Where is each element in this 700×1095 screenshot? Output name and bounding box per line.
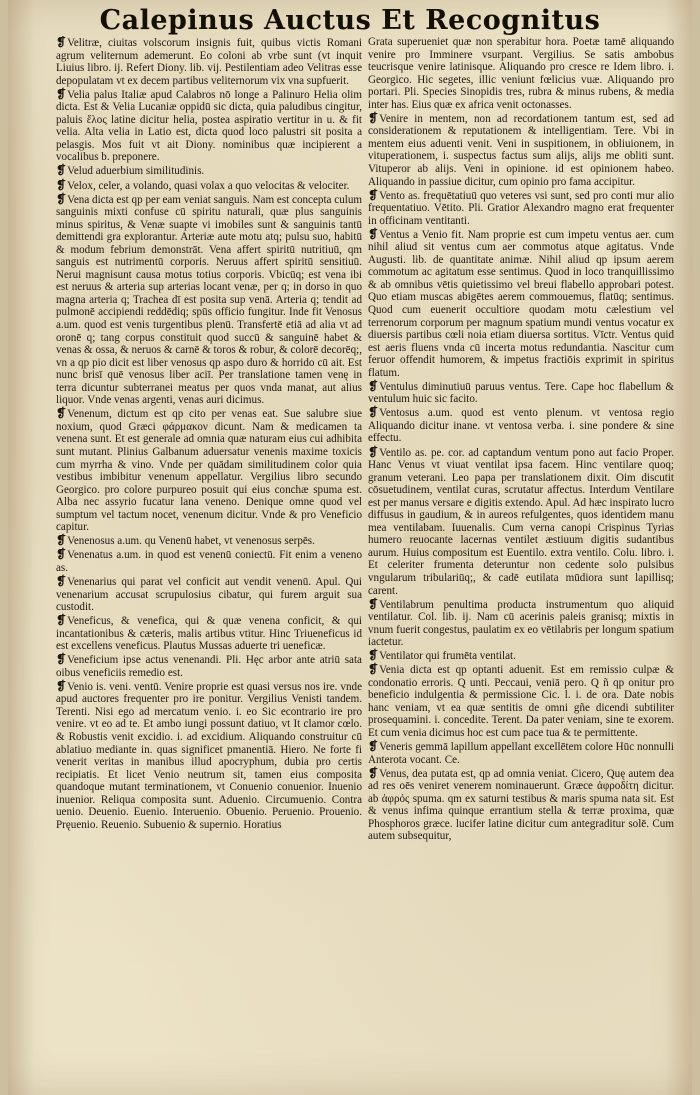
- dictionary-entry: [368, 189, 674, 228]
- dictionary-entry: [56, 193, 362, 407]
- pilcrow-mark: ❡: [56, 406, 67, 421]
- entry-text: Ventulus diminutiuū paruus ventus. Tere. Cape hoc flabellum & ventulum huic sic facito.: [368, 380, 674, 406]
- pilcrow-mark: ❡: [368, 405, 379, 420]
- dictionary-entry: [368, 663, 674, 739]
- pilcrow-mark: ❡: [56, 547, 67, 562]
- dictionary-entry: [368, 36, 674, 111]
- entry-text: Ventilabrum penultima producta instrumentum quo aliquid ventilatur. Col. lib. ij. Nam cū acerinis paleis granisq; mixtis in vnum fuerit congestus, paulatim ex eo vētilabris per longum spatium iactetur.: [368, 598, 674, 649]
- entry-text: Veneficium ipse actus venenandi. Pli. Hęc arbor ante atriū sata oibus veneficiis remedio est.: [56, 654, 362, 679]
- dictionary-entry: [56, 164, 362, 178]
- pilcrow-mark: ❡: [56, 177, 67, 192]
- entry-text: Vena dicta est qp per eam veniat sanguis. Nam est concepta culum sanguinis mixti confuse cū spiritu naturali, quæ plus sanguinis minus spiritus, & Venæ suapte vi imobiles sunt & sanguinis tantū demittendi gra explorantur. Arteriæ aute motu atq; pulsu suo, habitū & modum febrium demonstrāt. Vena affert spiritū nutritiuū, qm sanguis est nutrimentū corporis. Neruus affert spiritū sensitiuū. Nerui magnisunt causa motus totius corporis. Vbicūq; est vena ibi est neruus & arteria sup arterias locant venæ, per q; in dorso in quo magna arteria q; Trachea dī est posita sup venā. Arteria q; tendit ad pulmonē accipiendi reddēdiq; spūs officio fungitur. Inde fit Venosus a.um. quod est venis turgentibus plenū. Transfertē etiā ad alia vt ad oronē q; tang corpus constituit quod succū & sanguinē habet & venas & ossa, & neruos & carnē & toros & robur, & colorē decorēq;, vn a qp pio dicit est liber venosus qp aspo duro & horrido cū ait. Est nunc brisī quē venosus liber aciī. Per translatione tamen venę in terra dicuntur subterranei meatus per quos vnda manat, aut alius liquor. Vnde venas argenti, venas auri dicimus.: [56, 193, 362, 407]
- dictionary-entry: [56, 575, 362, 614]
- entry-text: Velitræ, ciuitas volscorum insignis fuit, quibus victis Romani agrum veliternum ademerunt. Eo coloni ab vrbe sunt (vt inquit Liuius libro. ij. Refert Diony. lib. vij. Pestilentiam adeo Velitras esse depopulatam vt ex decem partibus veliternorum vix vna supfuerit.: [56, 37, 362, 87]
- dictionary-entry: [56, 407, 362, 533]
- left-column: [56, 36, 362, 1086]
- pilcrow-mark: ❡: [368, 378, 379, 393]
- entry-text: Velia palus Italiæ apud Calabros nō longe a Palinuro Helia olim dicta. Est & Velia Lucaniæ oppidū sic dicta, quia paludibus cingitur, paluis ἕλος latine dicitur helia, postea aspiratio vertitur in u. & fit velia. Alta velia in Latio est, dicta quod loco palustri sit posita a pelasgis. Mos fuit vt ait Diony. nominibus quæ incipierent a vocalibus b. preponere.: [56, 88, 362, 164]
- entry-text: Veneficus, & venefica, qui & quæ venena conficit, & qui incantationibus & cæteris, malis artibus vtitur. Hinc Triueneficus id est excellens veneficus. Plautus Mussas aduerte tri ueneficæ.: [56, 615, 362, 653]
- entry-text: Venio is. veni. ventū. Venire proprie est quasi versus nos ire. vnde apud auctores frequenter pro ire ponitur. Vergilius Venisti tandem. Terenti. Nisi ego ad mercatum venio. i. eo Sic econtrario ire pro venire. vt eo ad te. Et ambo iungi possunt datiuo, vt It clamor cœlo. & Robustis venit excidio. i. ad excidium. Aliquando construitur cū ablatiuo mediante in. quas significet pmanentiā. Hiero. Ne forte fi venerit veritas in manibus illud apocryphum, dubia pro certis recipiatis. Et licet Venio neutrum sit, tamen eius composita quandoque mutant terminationem, vt Conuenio conuenior. Inuenio inuenior. Reliqua composita sunt. Aduenio. Circumuenio. Contra uenio. Deuenio. Euenio. Interuenio. Obuenio. Peruenio. Prouenio. Pręuenio. Reuenio. Subuenio & supernio. Horatius: [56, 680, 362, 831]
- pilcrow-mark: ❡: [56, 678, 67, 693]
- dictionary-entry: [56, 88, 362, 164]
- pilcrow-mark: ❡: [56, 573, 67, 588]
- dictionary-entry: [368, 380, 674, 406]
- pilcrow-mark: ❡: [368, 187, 379, 202]
- entry-text: Velox, celer, a volando, quasi volax a quo velocitas & velociter.: [67, 179, 350, 192]
- pilcrow-mark: ❡: [56, 652, 67, 667]
- entry-text: Veneris gemmā lapillum appellant excellētem colore Hūc nonnulli Anterota vocant. Ce.: [368, 741, 674, 766]
- pilcrow-mark: ❡: [56, 36, 67, 49]
- dictionary-entry: [368, 598, 674, 649]
- entry-text: Ventilator qui frumēta ventilat.: [379, 650, 516, 663]
- entry-text: Venenarius qui parat vel conficit aut vendit venenū. Apul. Qui venenarium accusat scrupulosius cibatur, qui furem arguit sua custodit.: [56, 575, 362, 614]
- book-page: [8, 0, 692, 1095]
- dictionary-entry: [56, 653, 362, 679]
- dictionary-entry: [56, 534, 362, 548]
- pilcrow-mark: ❡: [56, 86, 67, 101]
- pilcrow-mark: ❡: [56, 533, 67, 548]
- entry-text: Ventus a Venio fit. Nam proprie est cum impetu ventus aer. cum nihil aliud sit ventus cum aer commotus atque agitatus. Vnde Augusti. lib. de quantitate animæ. Nihil aliud qp ipsum aerem commotum ac agitatum esse sentimus. Quod in loco tranquillissimo & ab omnibus vētis quietissimo vel breui flabello approbari potest. Quo etiam muscas abigētes aerem commouemus, flatūq; sentimus. Quod cum euenerit occultiore quodam motu cælestium vel terrenorum corporum per magnum spatium mundi ventus vocatur ex diuersis partibus cœli noia etiam diuersa sortitus. Vīctr. Ventus quid est aeris fluens vnda cū incerta motus redundantia. Nascitur cum feruor offendit humorem, & impetus fractiōis exprimit in spiritus flatum.: [368, 228, 674, 379]
- dictionary-entry: [56, 548, 362, 574]
- entry-text: Venenatus a.um. in quod est venenū coniectū. Fit enim a veneno as.: [56, 549, 362, 574]
- entry-text: Velud aduerbium similitudinis.: [67, 165, 205, 178]
- entry-text: Venenum, dictum est qp cito per venas eat. Sue salubre siue noxium, quod Græci φάρμακον dicunt. Nam & medicamen ta venena sunt. Et est generale ad omnia quæ naturam eius cui adhibita sunt mutant. Plinius Galbanum aduersatur venenis maxime toxicis cum myrrha & vino. Vnde per quādam similitudinem color quia vestibus imbibitur venenum appellatur. Vergilius libro secundo Georgico. pro colore purpureo posuit qui eius conchæ spuma est. Alba nec assyrio fucatur lana veneno. Denique omne quod vel sumptum vel tactum nocet, venenum dicitur. Vnde & pro Veneficio capitur.: [56, 408, 362, 534]
- right-column: [368, 36, 674, 1086]
- pilcrow-mark: ❡: [56, 163, 67, 178]
- pilcrow-mark: ❡: [368, 226, 379, 241]
- dictionary-entry: [368, 406, 674, 445]
- dictionary-entry: [56, 614, 362, 653]
- dictionary-entry: [368, 740, 674, 766]
- dictionary-entry: [56, 680, 362, 832]
- entry-text: Venenosus a.um. qu Venenū habet, vt venenosus serpēs.: [67, 535, 315, 548]
- pilcrow-mark: ❡: [368, 596, 379, 611]
- dictionary-entry: [368, 446, 674, 598]
- pilcrow-mark: ❡: [368, 444, 379, 459]
- dictionary-entry: [368, 112, 674, 188]
- dictionary-entry: [368, 228, 674, 380]
- pilcrow-mark: ❡: [56, 191, 67, 206]
- entry-text: Vento as. frequētatiuū quo veteres vsi sunt, sed pro conti mur alio frequentatiuo. Vētito. Pli. Gratior Alexandro magno erat frequenter in officinam ventitanti.: [368, 189, 674, 227]
- entry-text: Ventosus a.um. quod est vento plenum. vt ventosa regio Aliquando dicitur inane. vt ventosa verba. i. sine pondere & sine effectu.: [368, 407, 674, 445]
- entry-text: Grata superueniet quæ non sperabitur hora. Poetæ tamē aliquando venire pro Imminere vsurpant. Vergilius. Se satis ambobus teucrisque venire latinisque. Aliquando pro cresce re Idem libro. i. Georgico. Hic segetes, illic veniunt fœlicius vuæ. Aliquando pro portari. Pli. Species Sinopidis tres, rubra & minus rubens, & media inter has. Eius quæ ex africa venit octonasses.: [368, 36, 674, 111]
- pilcrow-mark: ❡: [368, 110, 379, 125]
- dictionary-entry: [56, 36, 362, 87]
- dictionary-entry: [368, 649, 674, 663]
- pilcrow-mark: ❡: [56, 613, 67, 628]
- entry-text: Venire in mentem, non ad recordationem tantum est, sed ad considerationem & reputationem & intelligentiam. Tere. Vbi in mentem eius aduenti venit. Veni in suspitionem, in obliuionem, in vituperationem, i. suspectus factus sum alijs, alijs me obliti sunt. Vituperor ab alijs. Veni in opinione. id est opinionem habeo. Aliquando in passiue dicitur, cum opinio pro fama accipitur.: [368, 112, 674, 188]
- pilcrow-mark: ❡: [368, 739, 379, 754]
- entry-text: Ventilo as. pe. cor. ad captandum ventum pono aut facio Proper. Hanc Venus vt viuat ventilat ipsa facem. Hinc ventilare quoq; granum veterani. Leo papa per translationem dixit. Oim discutit cōsuetudinem, ventilat curas, scrutatur affectus. Interdum Ventilare est per manus versare e digitis extendo. Apul. Ad hæc inspirato lucro diffusus in gaudium, & in aureos refulgentes, quos identidem manu mea ventilabam. Iuuenalis. Cum verna canopi Crispinus Tyrias humero reuocante lacernas ventilet æstiuum digitis sudantibus aurum. Huius compositum est Euentilo. extra ventilo. Colu. libro. i. Et celeriter frumenta deteruntur non cedente solo pulsibus vngularum tribulariūq;, & cadē eutilata mūdiora sunt lapillisq; carent.: [368, 446, 674, 597]
- entry-text: Venus, dea putata est, qp ad omnia veniat. Cicero, Quę autem dea ad res oēs veniret venerem nominauerunt. Græce ἀφροδίτη dicitur. ab ἀφρός spuma. qm ex saturni testibus & maris spuma nata sit. Est & venus infima quinque errantium stella & terræ proxima, quæ Phosphoros græce. lucifer latine dicitur cum antegraditur solē. Cum autem subsequitur,: [368, 767, 674, 843]
- dictionary-entry: [56, 179, 362, 193]
- running-head: Calepinus Auctus Et Recognitus: [99, 5, 601, 36]
- pilcrow-mark: ❡: [368, 765, 379, 780]
- dictionary-entry: [368, 767, 674, 843]
- pilcrow-mark: ❡: [368, 662, 379, 677]
- entry-text: Venia dicta est qp optanti aduenit. Est em remissio culpæ & condonatio erroris. Q unti. Peccaui, veniā pero. Q ñ qp onitur pro beneficio indulgentia & permissione Cic. l. i. de ora. Date nobis hanc veniam, vt ea quæ sentitis de omni gñe dicendi subtiliter prosequamini. i. concedite. Terent. Da pater veniam, sine te exorem. Et cum venia dicimus hoc est cum pace tua & te permittente.: [368, 664, 674, 740]
- pilcrow-mark: ❡: [368, 648, 379, 663]
